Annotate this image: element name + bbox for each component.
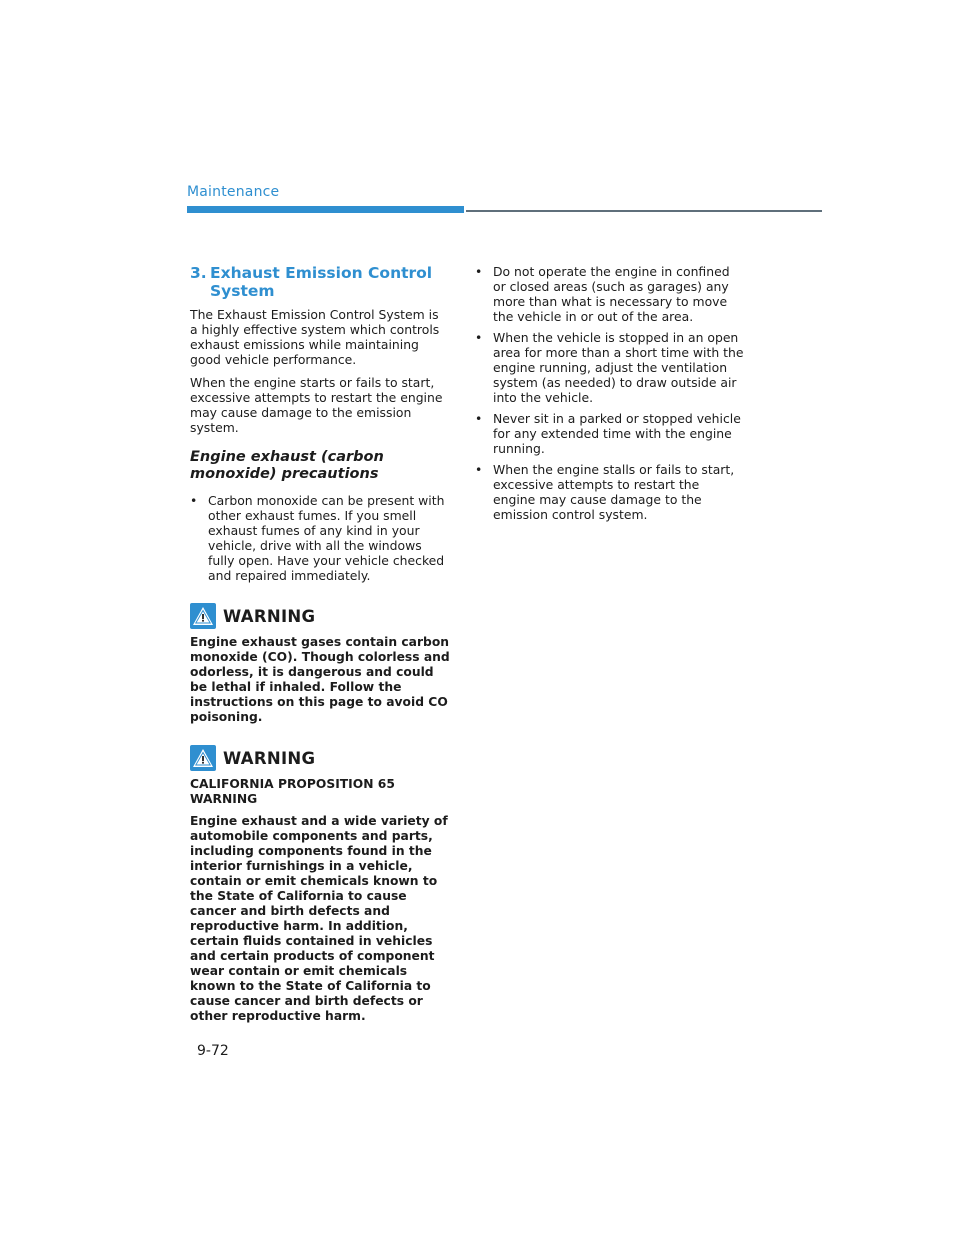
bullet-icon: • xyxy=(475,330,483,345)
bullet-icon: • xyxy=(475,411,483,426)
warning-title: WARNING xyxy=(223,606,316,626)
exhaust-precaution-list xyxy=(475,264,745,522)
section-title-line1: Exhaust Emission Control xyxy=(210,264,433,282)
list-item-text: Never sit in a parked or stopped vehicle for any extended time with the engine running. xyxy=(493,411,741,456)
bullet-icon: • xyxy=(475,462,483,477)
header-rule-accent xyxy=(187,206,464,213)
list-item xyxy=(475,264,745,324)
restart-paragraph: When the engine starts or fails to start, excessive attempts to restart the engine may cause damage to the emission system. xyxy=(190,375,443,435)
list-item-text: Carbon monoxide can be present with other exhaust fumes. If you smell exhaust fumes of any kind in your vehicle, drive with all the windows fully open. Have your vehicle checked and repaired immediately. xyxy=(208,493,445,583)
warning-header xyxy=(190,745,450,771)
warning-box-co xyxy=(190,603,450,725)
section-label: Maintenance xyxy=(187,184,280,200)
warning-header xyxy=(190,603,450,629)
left-column xyxy=(190,264,450,1031)
list-item xyxy=(190,493,450,583)
warning-title: WARNING xyxy=(223,748,316,768)
warning-text: Engine exhaust gases contain carbon monoxide (CO). Though colorless and odorless, it is dangerous and could be lethal if inhaled. Follow the instructions on this page to avoid CO poisoning. xyxy=(190,635,450,724)
page-number: 9-72 xyxy=(197,1043,229,1059)
warning-triangle-icon xyxy=(190,603,216,629)
right-column xyxy=(475,264,745,528)
warning-text: Engine exhaust and a wide variety of automobile components and parts, including components found in the interior furnishings in a vehicle, contain or emit chemicals known to the State of California to cause cancer and birth defects and reproductive harm. In addition, certain fluids contained in vehicles and certain products of component wear contain or emit chemicals known to the State of California to cause cancer and birth defects or other reproductive harm. xyxy=(190,814,448,1023)
section-number: 3. xyxy=(190,264,207,282)
list-item xyxy=(475,330,745,405)
bullet-icon: • xyxy=(475,264,483,279)
precaution-list xyxy=(190,493,450,583)
list-item-text: When the vehicle is stopped in an open area for more than a short time with the engine running, adjust the ventilation system (as needed) to draw outside air into the vehicle. xyxy=(493,330,744,405)
bullet-icon: • xyxy=(190,493,198,508)
warning-triangle-icon xyxy=(190,745,216,771)
list-item xyxy=(475,411,745,456)
list-item-text: Do not operate the engine in confined or closed areas (such as garages) any more than what is necessary to move the vehicle in or out of the area. xyxy=(493,264,730,324)
subsection-title: Engine exhaust (carbon monoxide) precautions xyxy=(190,449,384,482)
warning-box-prop65 xyxy=(190,745,450,1024)
list-item xyxy=(475,462,745,522)
section-title xyxy=(190,264,450,300)
list-item-text: When the engine stalls or fails to start, excessive attempts to restart the engine may cause damage to the emission control system. xyxy=(493,462,735,522)
intro-paragraph: The Exhaust Emission Control System is a highly effective system which controls exhaust emissions while maintaining good vehicle performance. xyxy=(190,307,440,367)
section-title-line2: System xyxy=(210,282,275,300)
warning-subtitle: CALIFORNIA PROPOSITION 65 WARNING xyxy=(190,777,395,806)
header-rule xyxy=(466,210,822,212)
